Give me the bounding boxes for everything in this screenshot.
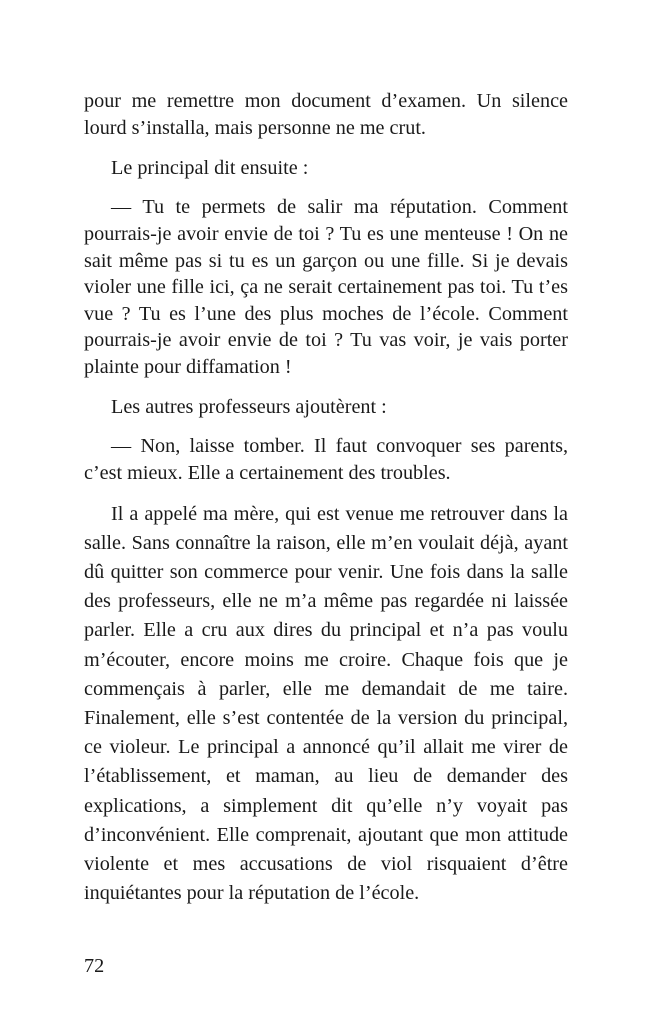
paragraph-mother: Il a appelé ma mère, qui est venue me retrouver dans la salle. Sans connaître la raison, elle m’en voulait déjà, ayant dû quitter son commerce pour venir. Une fois dans la salle des professeurs, elle ne m’a même pas regardée ni laissée parler. Elle a cru aux dires du principal et n’a pas voulu m’écouter, encore moins me croire. Chaque fois que je commençais à parler, elle me demandait de me taire. Finalement, elle s’est contentée de la version du principal, ce violeur. Le principal a annoncé qu’il allait me virer de l’établissement, et maman, au lieu de demander des explications, a simplement dit qu’elle n’y voyait pas d’inconvénient. Elle comprenait, ajoutant que mon attitude violente et mes accusations de viol risquaient d’être inquiétantes pour la réputation de l’école. <box>84 502 568 905</box>
paragraph-continuation: pour me remettre mon document d’examen. Un silence lourd s’installa, mais personne ne me crut. <box>84 90 568 139</box>
paragraph-teachers-speech: — Non, laisse tomber. Il faut convoquer ses parents, c’est mieux. Elle a certainement des troubles. <box>84 435 568 484</box>
page-number: 72 <box>84 955 105 977</box>
page-body <box>84 88 568 908</box>
paragraph-principal-intro: Le principal dit ensuite : <box>111 156 309 179</box>
paragraph-teachers-intro: Les autres professeurs ajoutèrent : <box>111 395 387 418</box>
paragraph-principal-speech: — Tu te permets de salir ma réputation. Comment pourrais-je avoir envie de toi ? Tu es une menteuse ! On ne sait même pas si tu es un garçon ou une fille. Si je devais violer une fille ici, ça ne serait certainement pas toi. Tu t’es vue ? Tu es l’une des plus moches de l’école. Comment pourrais-je avoir envie de toi ? Tu vas voir, je vais porter plainte pour diffamation ! <box>84 196 568 378</box>
